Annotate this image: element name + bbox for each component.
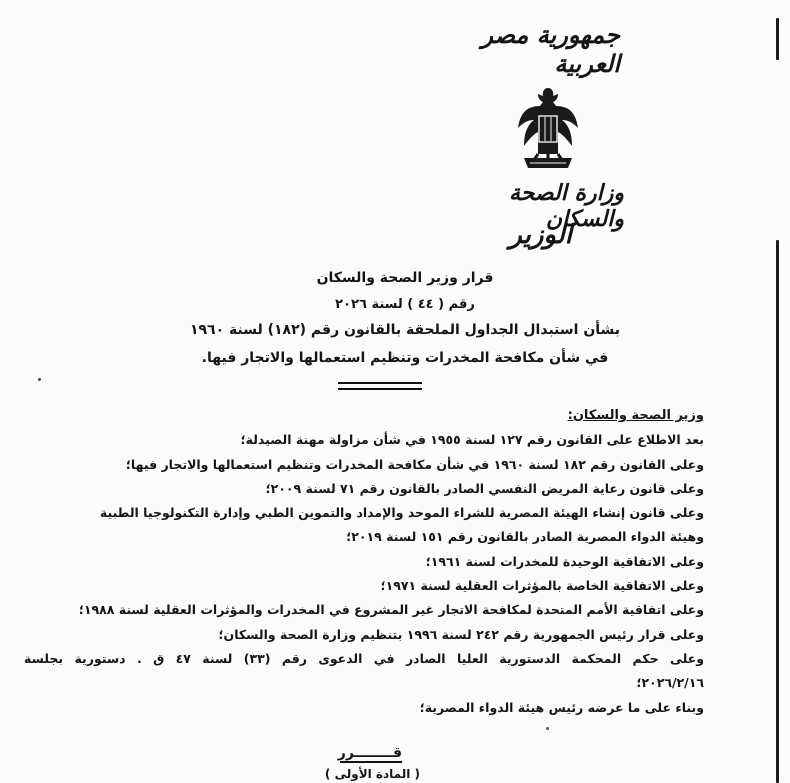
recital-line: ٢٠٢٦/٢/١٦؛ [636, 675, 704, 691]
decree-subject-line: في شأن مكافحة المخدرات وتنظيم استعمالها والاتجار فيها. [201, 350, 609, 366]
eagle-emblem-icon [516, 84, 580, 176]
decree-heading: قــــــــرر [337, 745, 402, 761]
speck [38, 378, 41, 381]
speck [546, 727, 549, 730]
recital-line: وعلى قرار رئيس الجمهورية رقم ٢٤٢ لسنة ١٩٩٦ بتنظيم وزارة الصحة والسكان؛ [218, 626, 704, 642]
recital-line: وعلى القانون رقم ١٨٢ لسنة ١٩٦٠ في شأن مكافحة المخدرات وتنظيم استعمالها والاتجار فيها؛ [125, 456, 704, 472]
republic-name: جمهورية مصر العربية [481, 20, 620, 78]
minister-title: الوزير [509, 220, 572, 250]
recital-line: وبناء على ما عرضه رئيس هيئة الدواء المصرية؛ [419, 699, 704, 715]
recital-line: وعلى قانون إنشاء الهيئة المصرية للشراء الموحد والإمداد والتموين الطبي وإدارة التكنولوجيا الطبية [99, 505, 704, 521]
article-heading: ( المادة الأولى ) [324, 767, 420, 781]
recital-line: وعلى الاتفاقية الوحيدة للمخدرات لسنة ١٩٦١؛ [425, 553, 704, 569]
recital-line: بعد الاطلاع على القانون رقم ١٢٧ لسنة ١٩٥٥ في شأن مزاولة مهنة الصيدلة؛ [240, 432, 704, 448]
recital-line: وهيئة الدواء المصرية الصادر بالقانون رقم ١٥١ لسنة ٢٠١٩؛ [346, 529, 704, 545]
letterhead [481, 14, 624, 254]
decree-body [24, 404, 704, 720]
ministry-name: وزارة الصحة والسكان [508, 180, 624, 232]
page-edge-mark [776, 18, 779, 60]
decree-title: قرار وزير الصحة والسكان [316, 270, 494, 286]
decree-number: رقم ( ٤٤ ) لسنة ٢٠٢٦ [335, 297, 475, 312]
page-edge-mark [776, 240, 779, 783]
decree-subject-line: بشأن استبدال الجداول الملحقة بالقانون رقم (١٨٢) لسنة ١٩٦٠ [189, 322, 621, 338]
recital-line: وعلى الاتفاقية الخاصة بالمؤثرات العقلية لسنة ١٩٧١؛ [380, 578, 704, 594]
salutation: وزير الصحة والسكان: [567, 408, 704, 423]
recital-line: وعلى قانون رعاية المريض النفسي الصادر بالقانون رقم ٧١ لسنة ٢٠٠٩؛ [265, 480, 704, 496]
double-rule-divider [338, 382, 422, 390]
recital-line: وعلى اتفاقية الأمم المتحدة لمكافحة الاتجار غير المشروع في المخدرات والمؤثرات العقلية لسنة ١٩٨٨؛ [78, 602, 704, 618]
recital-line: وعلى حكم المحكمة الدستورية العليا الصادر في الدعوى رقم (٣٣) لسنة ٤٧ ق . دستورية بجلسة [24, 650, 705, 666]
